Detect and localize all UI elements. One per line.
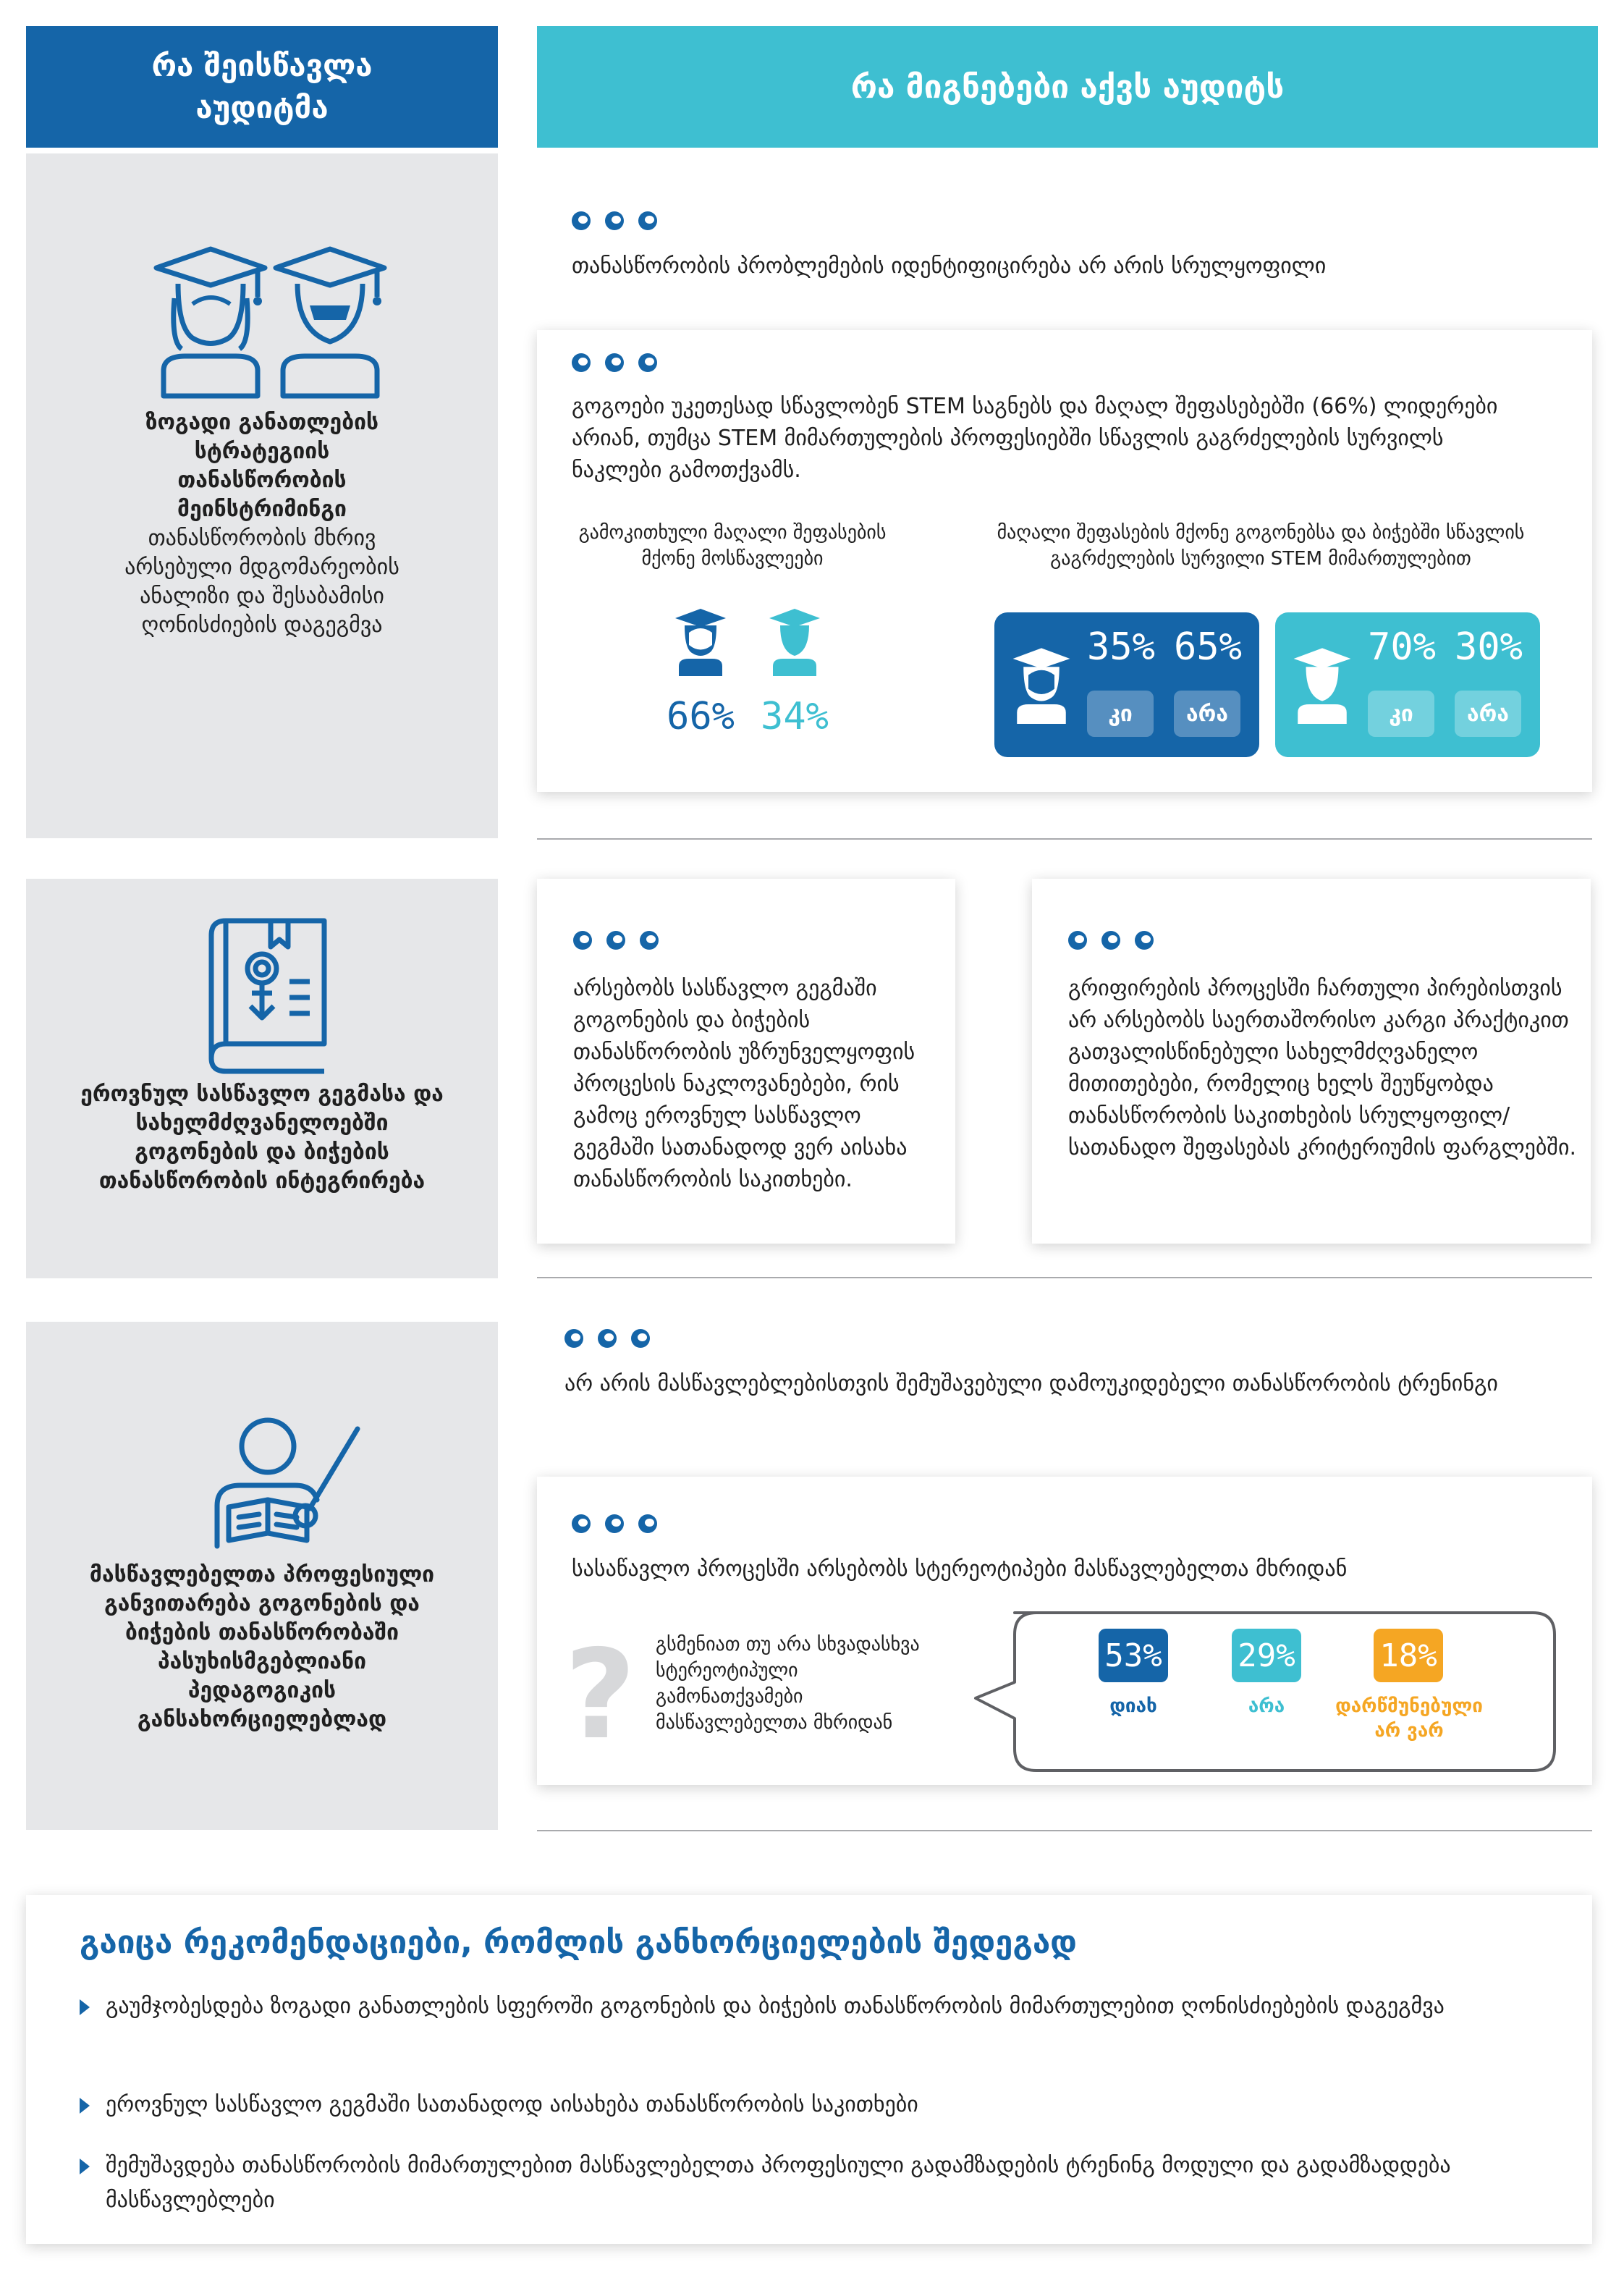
girl-icon — [672, 605, 729, 678]
header-audit-findings — [537, 26, 1598, 148]
boys-yes-value: 70% — [1368, 625, 1436, 669]
graduates-icon — [149, 240, 395, 400]
section3-title: მასწავლებელთა პროფესიული განვითარება გოგონების და ბიჭების თანასწორობაში პასუხისმგებლიანი პედაგოგიკის განსახორციელებლად — [89, 1562, 435, 1732]
bullet-dots — [572, 211, 657, 230]
recommendation-item: გაუმჯობესდება ზოგადი განათლების სფეროში გოგონების და ბიჭების თანასწორობის მიმართულებით ღონისძიებების დაგეგმვა — [106, 1993, 1445, 2019]
finding-text: გოგოები უკეთესად სწავლობენ STEM საგნებს და მაღალ შეფასებებში (66%) ლიდერები არიან, თუმცა STEM მიმართულების პროფესიებში სწავლის გაგრძელების სურვილს ნაკლები გამოთქვამს. — [572, 394, 1498, 483]
header-left-title: რა შეისწავლა აუდიტმა — [151, 48, 373, 125]
header-what-audit-studied — [26, 26, 498, 148]
section1-subtitle: თანასწორობის მხრივ არსებული მდგომარეობის ანალიზი და შესაბამისი ღონისძიების დაგეგმვა — [124, 526, 399, 638]
divider — [537, 1830, 1592, 1831]
section3-topic-panel — [26, 1322, 498, 1830]
answer-unsure-value: 18% — [1374, 1629, 1443, 1682]
yes-chip: კი — [1368, 691, 1434, 737]
no-chip: არა — [1174, 691, 1240, 737]
finding-card-stereotypes — [537, 1477, 1592, 1785]
high-score-caption: გამოკითხული მაღალი შეფასების მქონე მოსწავლეები — [578, 522, 887, 570]
bullet-dots — [572, 1514, 657, 1533]
answer-yes-value: 53% — [1099, 1629, 1168, 1682]
bullet-triangle-icon — [80, 2159, 90, 2174]
boys-stem-box — [1275, 612, 1540, 757]
bullet-dots — [564, 1329, 650, 1348]
no-chip: არა — [1455, 691, 1521, 737]
section1-title: ზოგადი განათლების სტრატეგიის თანასწორობის მეინსტრიმინგი თანასწორობის მხრივ არსებული მდგომარეობის ანალიზი და შესაბამისი ღონისძიების დაგეგმვა — [26, 408, 498, 640]
girls-no-value: 65% — [1174, 625, 1242, 669]
girl-icon — [1009, 643, 1074, 727]
divider — [537, 1277, 1592, 1278]
section1-topic-panel — [26, 153, 498, 838]
divider — [537, 838, 1592, 840]
recommendations-title: გაიცა რეკომენდაციები, რომლის განხორციელების შედეგად — [80, 1924, 1077, 1961]
recommendation-item: შემუშავდება თანასწორობის მიმართულებით მასწავლებელთა პროფესიული გადამზადების ტრენინგ მოდული და გადამზადდება მასწავლებლები — [106, 2153, 1451, 2213]
yes-chip: კი — [1087, 691, 1154, 737]
gender-book-icon — [204, 916, 330, 1076]
recommendations-panel — [26, 1895, 1592, 2244]
finding-text: თანასწორობის პრობლემების იდენტიფიცირება არ არის სრულყოფილი — [572, 253, 1327, 279]
header-right-title: რა მიგნებები აქვს აუდიტს — [850, 68, 1285, 106]
answer-no-label: არა — [1248, 1695, 1285, 1717]
stem-wish-caption: მაღალი შეფასების მქონე გოგონებსა და ბიჭებში სწავლის გაგრძელების სურვილი STEM მიმართულებით — [997, 522, 1525, 570]
boys-share: 34% — [761, 695, 829, 738]
boys-no-value: 30% — [1455, 625, 1523, 669]
finding-text: სასაწავლო პროცესში არსებობს სტერეოტიპები მასწავლებელთა მხრიდან — [572, 1556, 1348, 1582]
bullet-dots — [573, 931, 659, 950]
section2-title: ეროვნულ სასწავლო გეგმასა და სახელმძღვანელოებში გოგონების და ბიჭების თანასწორობის ინტეგრირება — [80, 1081, 444, 1194]
teacher-icon — [197, 1412, 371, 1549]
answer-unsure-label: დარწმუნებული არ ვარ — [1335, 1695, 1483, 1742]
boy-icon — [1290, 643, 1355, 727]
recommendation-item: ეროვნულ სასწავლო გეგმაში სათანადოდ აისახება თანასწორობის საკითხები — [106, 2092, 918, 2117]
question-mark-icon: ? — [564, 1624, 636, 1767]
finding-text: გრიფირების პროცესში ჩართული პირებისთვის არ არსებობს საერთაშორისო კარგი პრაქტიკით გათვალისწინებული სახელმძღვანელო მითითებები, რომელიც ხელს შეუწყობდა თანასწორობის საკითხების სრულყოფილ/სათანადო შეფასებას კრიტერიუმის ფარგლებში. — [1068, 976, 1577, 1160]
bullet-dots — [1068, 931, 1154, 950]
bullet-triangle-icon — [80, 2098, 90, 2114]
bullet-triangle-icon — [80, 1999, 90, 2015]
bullet-dots — [572, 353, 657, 372]
finding-text: არსებობს სასწავლო გეგმაში გოგონების და ბიჭების თანასწორობის უზრუნველყოფის პროცესის ნაკლოვანებები, რის გამოც ეროვნულ სასწავლო გეგმაში სათანადოდ ვერ აისახა თანასწორობის საკითხები. — [573, 976, 915, 1192]
survey-question: გსმენიათ თუ არა სხვადასხვა სტერეოტიპული გამონათქვამები მასწავლებელთა მხრიდან — [656, 1634, 920, 1734]
finding-text: არ არის მასწავლებლებისთვის შემუშავებული დამოუკიდებელი თანასწორობის ტრენინგი — [564, 1371, 1498, 1396]
girls-share: 66% — [667, 695, 735, 738]
boy-icon — [766, 605, 824, 678]
answer-yes-label: დიახ — [1109, 1695, 1157, 1717]
answer-no-value: 29% — [1232, 1629, 1301, 1682]
girls-yes-value: 35% — [1087, 625, 1155, 669]
girls-stem-box — [994, 612, 1259, 757]
section2-topic-panel — [26, 879, 498, 1278]
finding-card-stem — [537, 330, 1592, 792]
finding-card-textbooks — [1032, 879, 1591, 1244]
finding-card-curriculum — [537, 879, 955, 1244]
